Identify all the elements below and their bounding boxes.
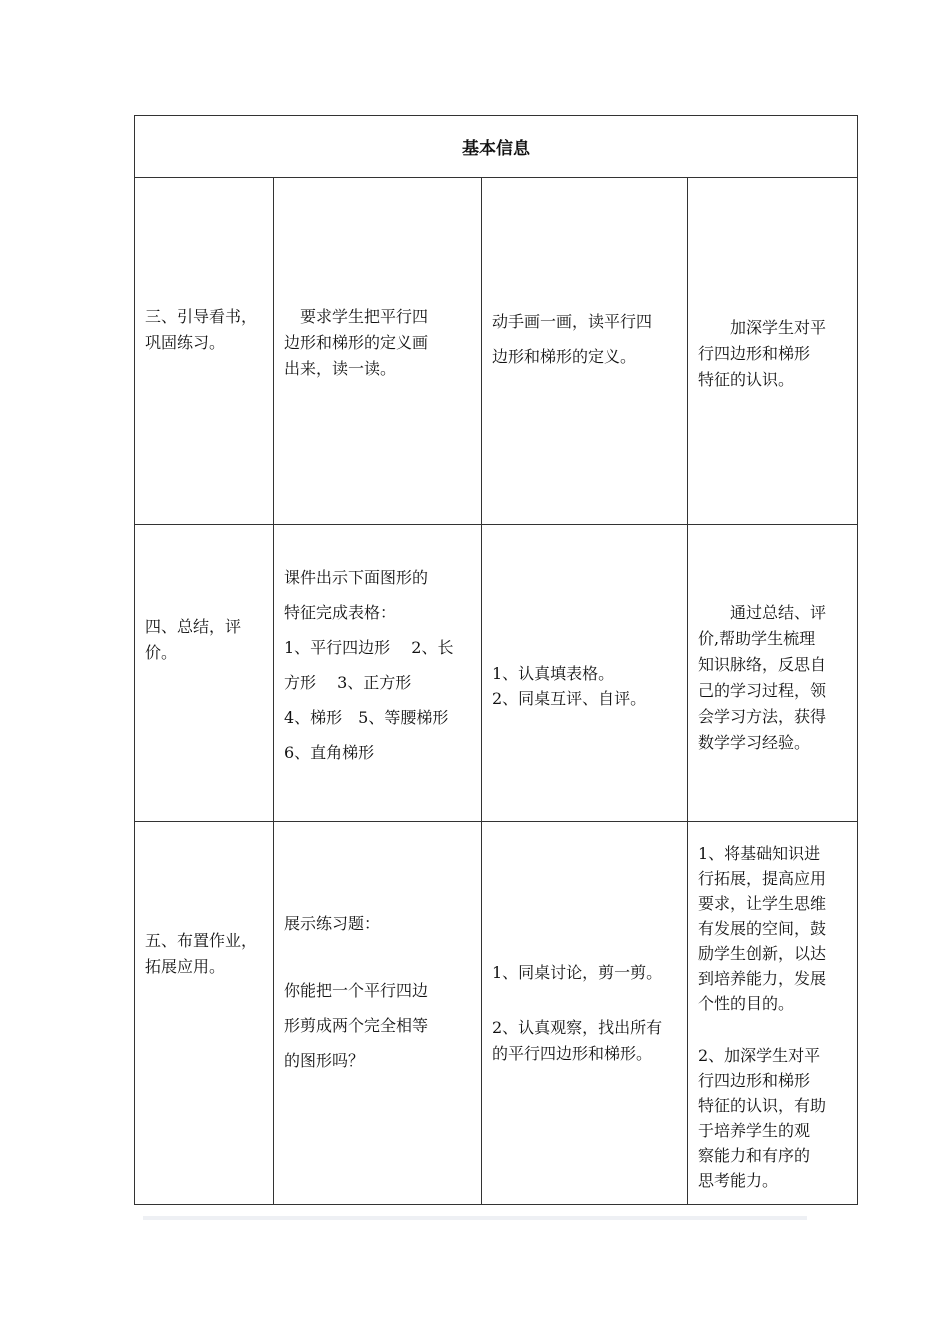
purpose-cell: 1、将基础知识进 行拓展，提高应用 要求，让学生思维 有发展的空间，鼓 励学生创新，以达 到培养能力，发展 个性的目的。 2、加深学生对平 行四边形和梯形 特征的认识，有助 于培养学生的观 察能力和有序的 思考能力。 (698, 844, 827, 1190)
table-header: 基本信息 (135, 116, 857, 178)
stage-cell: 三、引导看书， 巩固练习。 (135, 177, 274, 524)
student-activity-cell: 1、认真填表格。 2、同桌互评、自评。 (482, 524, 688, 821)
lesson-table (134, 115, 858, 1205)
student-activity-cell: 动手画一画，读平行四 边形和梯形的定义。 (482, 177, 688, 524)
teacher-activity-cell: 课件出示下面图形的 特征完成表格： 1、平行四边形 2、长 方形 3、正方形 4、梯形 5、等腰梯形 6、直角梯形 (274, 524, 482, 821)
table-row (135, 524, 857, 822)
purpose-cell: 加深学生对平 行四边形和梯形 特征的认识。 (698, 318, 827, 389)
page-footer-divider (143, 1216, 807, 1220)
stage-cell: 五、布置作业， 拓展应用。 (135, 821, 274, 1204)
stage-cell: 四、总结，评 价。 (135, 524, 274, 821)
teacher-activity-cell: 要求学生把平行四 边形和梯形的定义画 出来，读一读。 (274, 177, 482, 524)
table-row (135, 821, 857, 1204)
purpose-cell: 通过总结、评 价,帮助学生梳理 知识脉络，反思自 己的学习过程，领 会学习方法，获得 数学学习经验。 (698, 603, 827, 752)
student-activity-cell: 1、同桌讨论，剪一剪。 2、认真观察，找出所有 的平行四边形和梯形。 (482, 821, 688, 1204)
teacher-activity-cell: 展示练习题： 你能把一个平行四边 形剪成两个完全相等 的图形吗？ (274, 821, 482, 1204)
table-row (135, 177, 857, 525)
